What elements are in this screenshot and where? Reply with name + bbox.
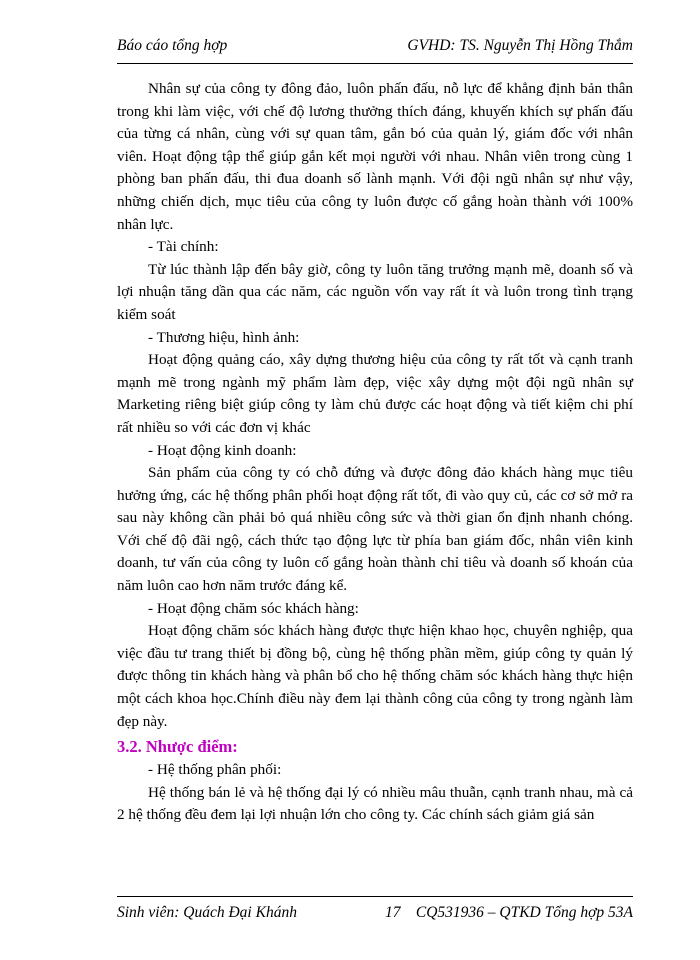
header-supervisor: GVHD: TS. Nguyễn Thị Hồng Thắm — [407, 37, 633, 54]
subheading-business: - Hoạt động kinh doanh: — [148, 441, 297, 459]
paragraph-staff: Nhân sự của công ty đông đảo, luôn phấn đấu, nỗ lực để khẳng định bản thân trong khi làm việc, với chế độ lương thưởng thích đáng, khuyến khích sự phấn đấu của từng cá nhân, cùng với sự quan tâm, gắn bó của quản lý, giám đốc với nhân viên. Hoạt động tập thể giúp gắn kết mọi người với nhau. Nhân viên trong cùng 1 phòng ban phấn đấu, thi đua doanh số lành mạnh. Với đội ngũ nhân sự như vậy, những chiến dịch, mục tiêu của công ty luôn được cố gắng hoàn thành với 100% nhân lực. — [117, 80, 633, 233]
page-footer — [117, 896, 633, 926]
paragraph-distribution: Hệ thống bán lẻ và hệ thống đại lý có nhiều mâu thuẫn, cạnh tranh nhau, mà cả 2 hệ thống đều đem lại lợi nhuận lớn cho công ty. Các chính sách giảm giá sản — [117, 783, 633, 824]
footer-page-number: 17 — [385, 904, 401, 921]
document-body — [117, 78, 633, 827]
subheading-distribution: - Hệ thống phân phối: — [148, 761, 282, 779]
header-report-title: Báo cáo tổng hợp — [117, 37, 228, 54]
paragraph-brand: Hoạt động quảng cáo, xây dựng thương hiệu của công ty rất tốt và cạnh tranh mạnh mẽ trong ngành mỹ phẩm làm đẹp, việc xây dựng một đội ngũ nhân sự Marketing riêng biệt giúp công ty làm chủ được các hoạt động và tiết kiệm chi phí rất nhiều so với các đơn vị khác — [117, 351, 633, 436]
paragraph-finance: Từ lúc thành lập đến bây giờ, công ty luôn tăng trưởng mạnh mẽ, doanh số và lợi nhuận tăng dần qua các năm, các nguồn vốn vay rất ít và luôn trong tình trạng kiểm soát — [117, 260, 633, 323]
subheading-finance: - Tài chính: — [148, 238, 219, 256]
header-divider — [117, 63, 633, 64]
subheading-customer-care: - Hoạt động chăm sóc khách hàng: — [148, 599, 359, 617]
subheading-brand: - Thương hiệu, hình ảnh: — [148, 328, 300, 346]
paragraph-customer-care: Hoạt động chăm sóc khách hàng được thực hiện khao học, chuyên nghiệp, qua việc đầu tư trang thiết bị đồng bộ, cùng hệ thống phần mềm, giúp công ty quản lý được thông tin khách hàng và phân bổ cho hệ thống chăm sóc khách hàng thực hiện một cách khoa học.Chính điều này đem lại thành công của công ty trong ngành làm đẹp này. — [117, 622, 633, 730]
footer-student-name: Sinh viên: Quách Đại Khánh — [117, 904, 297, 921]
paragraph-business: Sản phẩm của công ty có chỗ đứng và được đông đảo khách hàng mục tiêu hưởng ứng, các hệ thống phân phối hoạt động rất tốt, đi vào quy củ, các cơ sở mở ra sau này không cần phải bỏ quá nhiều công sức và thời gian ổn định nhanh chóng. Với chế độ đãi ngộ, cách thức tạo động lực từ phía ban giám đốc, nhân viên kinh doanh, tư vấn của công ty luôn cố gắng hoàn thành chỉ tiêu và doanh số khoán của năm luôn cao hơn năm trước đáng kể. — [117, 464, 633, 595]
footer-divider — [117, 896, 633, 897]
footer-class-code: CQ531936 – QTKD Tổng hợp 53A — [415, 904, 633, 921]
section-heading-weaknesses: 3.2. Nhược điểm: — [117, 737, 238, 757]
page-header — [117, 37, 633, 67]
